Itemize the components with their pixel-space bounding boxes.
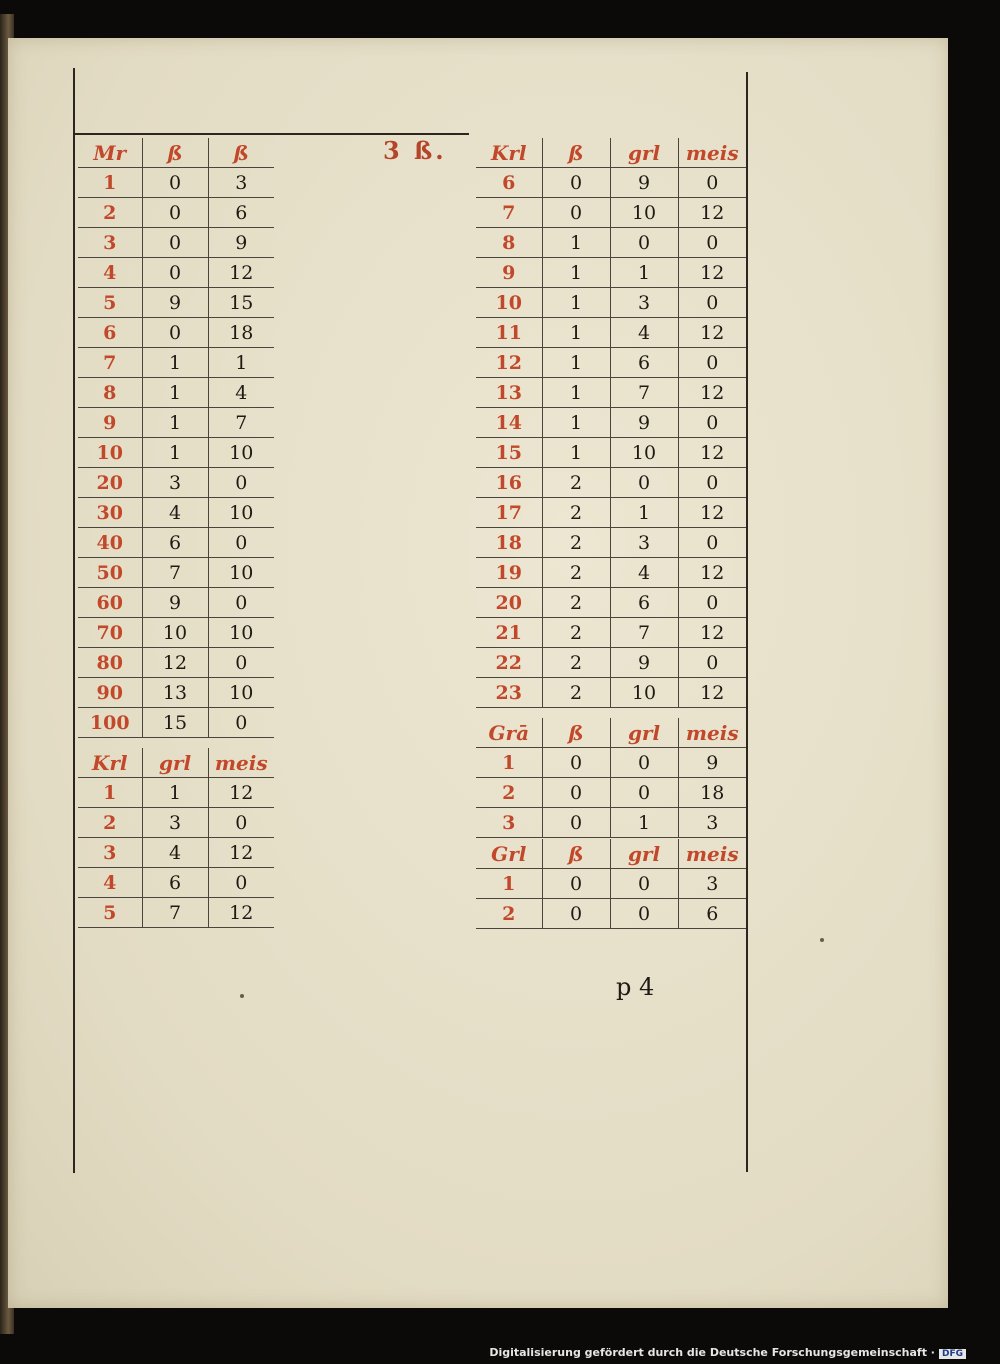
table-cell: 1 [610,498,678,528]
table-cell: 18 [678,778,746,808]
table-cell: 3 [476,808,542,838]
table-cell: 1 [476,869,542,899]
column-header: meis [678,839,746,869]
table-row [78,708,274,738]
table-cell: 0 [208,808,274,838]
table-cell: 60 [78,588,142,618]
table-cell: 10 [208,678,274,708]
table-cell: 0 [678,588,746,618]
table-cell: 0 [542,899,610,929]
table-cell: 9 [610,408,678,438]
table-cell: 0 [142,228,208,258]
column-header: Mr [78,138,142,168]
header-rule [75,133,469,135]
table-cell: 0 [542,808,610,838]
table-row [476,558,746,588]
column-header: ß [542,839,610,869]
table-cell: 9 [142,288,208,318]
table-row [78,558,274,588]
table-cell: 12 [208,778,274,808]
table-cell: 1 [78,168,142,198]
table-cell: 2 [542,498,610,528]
table-cell: 0 [610,778,678,808]
table-row [476,438,746,468]
table-cell: 9 [78,408,142,438]
table-cell: 7 [142,898,208,928]
table-cell: 10 [208,558,274,588]
table-cell: 0 [542,869,610,899]
table-cell: 12 [678,198,746,228]
table-cell: 3 [678,808,746,838]
table-cell: 1 [142,378,208,408]
table-cell: 100 [78,708,142,738]
right-ledger-table-3 [476,839,746,929]
left-ledger-table-2 [78,748,274,928]
table-cell: 20 [78,468,142,498]
column-header: grl [610,138,678,168]
table-cell: 2 [542,528,610,558]
table-cell: 3 [208,168,274,198]
table-cell: 17 [476,498,542,528]
table-cell: 1 [142,408,208,438]
table-cell: 8 [476,228,542,258]
table-cell: 21 [476,618,542,648]
table-cell: 0 [542,748,610,778]
table-cell: 1 [542,378,610,408]
table-cell: 0 [542,778,610,808]
table-header-row [476,718,746,748]
table-cell: 3 [142,808,208,838]
table-cell: 2 [78,198,142,228]
table-cell: 6 [208,198,274,228]
column-header: grl [610,718,678,748]
table-row [78,648,274,678]
table-row [78,408,274,438]
table-row [78,778,274,808]
table-cell: 1 [78,778,142,808]
table-row [78,348,274,378]
table-cell: 23 [476,678,542,708]
table-row [78,318,274,348]
table-row [78,528,274,558]
table-row [78,198,274,228]
table-row [476,228,746,258]
column-header: Grl [476,839,542,869]
table-cell: 0 [678,348,746,378]
table-cell: 0 [208,708,274,738]
table-cell: 1 [142,348,208,378]
table-cell: 1 [476,748,542,778]
table-cell: 12 [678,558,746,588]
column-header: ß [208,138,274,168]
table-cell: 0 [142,168,208,198]
table-cell: 1 [542,318,610,348]
table-cell: 3 [78,838,142,868]
table-cell: 0 [610,228,678,258]
table-cell: 4 [610,318,678,348]
table-cell: 12 [678,678,746,708]
table-cell: 70 [78,618,142,648]
table-cell: 12 [678,498,746,528]
table-cell: 3 [678,869,746,899]
table-cell: 0 [678,288,746,318]
table-row [78,868,274,898]
table-cell: 0 [678,408,746,438]
table-cell: 7 [476,198,542,228]
table-cell: 2 [542,648,610,678]
table-cell: 0 [542,168,610,198]
table-cell: 0 [142,258,208,288]
column-header: meis [208,748,274,778]
digitization-credit [489,1346,966,1359]
table-cell: 10 [610,438,678,468]
table-cell: 1 [142,778,208,808]
table-cell: 12 [678,318,746,348]
table-row [78,258,274,288]
table-cell: 10 [610,198,678,228]
table-row [476,748,746,778]
column-header: meis [678,718,746,748]
table-cell: 9 [142,588,208,618]
table-cell: 1 [208,348,274,378]
table-cell: 15 [142,708,208,738]
table-cell: 10 [208,498,274,528]
table-cell: 1 [542,258,610,288]
table-cell: 6 [678,899,746,929]
table-cell: 1 [542,348,610,378]
table-cell: 22 [476,648,542,678]
table-cell: 11 [476,318,542,348]
table-cell: 4 [208,378,274,408]
table-cell: 10 [208,618,274,648]
table-cell: 3 [142,468,208,498]
table-cell: 1 [610,808,678,838]
table-cell: 12 [678,378,746,408]
column-header: Grā [476,718,542,748]
table-row [476,648,746,678]
table-cell: 12 [208,838,274,868]
table-row [476,528,746,558]
table-row [78,168,274,198]
table-cell: 0 [208,868,274,898]
table-row [78,898,274,928]
table-cell: 7 [610,618,678,648]
table-cell: 15 [476,438,542,468]
table-cell: 7 [142,558,208,588]
table-cell: 12 [678,438,746,468]
table-cell: 3 [610,528,678,558]
table-cell: 0 [208,588,274,618]
table-cell: 2 [542,558,610,588]
table-cell: 6 [476,168,542,198]
column-header: Krl [476,138,542,168]
table-cell: 6 [610,588,678,618]
table-cell: 9 [476,258,542,288]
table-cell: 15 [208,288,274,318]
table-cell: 0 [142,318,208,348]
credit-text: Digitalisierung gefördert durch die Deutsche Forschungsgemeinschaft · [489,1346,935,1359]
table-row [78,378,274,408]
table-row [476,348,746,378]
table-cell: 19 [476,558,542,588]
table-cell: 10 [142,618,208,648]
table-cell: 9 [208,228,274,258]
table-row [476,408,746,438]
table-cell: 0 [610,899,678,929]
page-header: 3 ß. [383,136,447,165]
table-row [476,778,746,808]
table-row [476,468,746,498]
table-row [476,899,746,929]
left-margin-rule [73,68,75,1173]
table-row [78,438,274,468]
table-cell: 7 [208,408,274,438]
table-row [476,258,746,288]
table-row [78,678,274,708]
table-header-row [476,839,746,869]
catchword-signature: p 4 [616,973,655,1001]
table-cell: 1 [142,438,208,468]
table-row [476,869,746,899]
column-header: grl [142,748,208,778]
table-cell: 5 [78,898,142,928]
right-ledger-table-1 [476,138,746,708]
table-cell: 0 [678,228,746,258]
table-row [476,808,746,838]
table-cell: 10 [78,438,142,468]
table-cell: 14 [476,408,542,438]
table-cell: 80 [78,648,142,678]
table-cell: 0 [610,748,678,778]
table-cell: 16 [476,468,542,498]
table-cell: 0 [678,528,746,558]
table-cell: 4 [78,258,142,288]
table-cell: 40 [78,528,142,558]
table-cell: 2 [476,778,542,808]
table-cell: 90 [78,678,142,708]
table-cell: 6 [142,868,208,898]
table-cell: 6 [78,318,142,348]
table-row [78,228,274,258]
table-cell: 5 [78,288,142,318]
table-cell: 0 [142,198,208,228]
table-cell: 30 [78,498,142,528]
table-cell: 9 [678,748,746,778]
table-header-row [78,138,274,168]
table-cell: 12 [142,648,208,678]
table-row [78,808,274,838]
table-row [78,288,274,318]
table-cell: 10 [208,438,274,468]
table-cell: 2 [542,468,610,498]
table-cell: 0 [610,468,678,498]
table-row [476,498,746,528]
table-cell: 13 [142,678,208,708]
table-cell: 2 [476,899,542,929]
column-header: meis [678,138,746,168]
table-row [476,288,746,318]
column-header: ß [542,138,610,168]
table-cell: 9 [610,648,678,678]
table-cell: 18 [208,318,274,348]
column-header: ß [542,718,610,748]
table-row [476,198,746,228]
table-cell: 10 [476,288,542,318]
table-cell: 1 [542,228,610,258]
table-cell: 1 [542,288,610,318]
table-row [476,618,746,648]
book-page [8,38,948,1308]
table-cell: 0 [208,528,274,558]
table-cell: 0 [678,168,746,198]
table-cell: 0 [610,869,678,899]
table-cell: 0 [678,468,746,498]
table-cell: 10 [610,678,678,708]
table-row [476,378,746,408]
table-cell: 4 [610,558,678,588]
table-cell: 3 [610,288,678,318]
column-header: Krl [78,748,142,778]
table-cell: 12 [678,258,746,288]
table-cell: 2 [542,678,610,708]
table-cell: 12 [476,348,542,378]
table-cell: 2 [542,618,610,648]
table-cell: 13 [476,378,542,408]
table-header-row [476,138,746,168]
table-cell: 6 [610,348,678,378]
table-cell: 6 [142,528,208,558]
right-margin-rule [746,72,748,1172]
left-ledger-table-1 [78,138,274,738]
table-cell: 2 [78,808,142,838]
table-cell: 0 [678,648,746,678]
table-cell: 4 [142,838,208,868]
table-cell: 0 [542,198,610,228]
table-cell: 4 [78,868,142,898]
table-cell: 2 [542,588,610,618]
table-row [476,678,746,708]
page-speck [820,938,824,942]
table-row [78,468,274,498]
table-cell: 1 [610,258,678,288]
table-cell: 0 [208,648,274,678]
table-cell: 7 [78,348,142,378]
table-row [78,588,274,618]
table-row [78,498,274,528]
dfg-logo: DFG [939,1349,966,1359]
table-cell: 7 [610,378,678,408]
table-row [476,588,746,618]
table-cell: 9 [610,168,678,198]
table-header-row [78,748,274,778]
table-cell: 3 [78,228,142,258]
column-header: ß [142,138,208,168]
table-row [476,168,746,198]
table-row [476,318,746,348]
table-row [78,618,274,648]
table-cell: 1 [542,438,610,468]
table-row [78,838,274,868]
table-cell: 12 [678,618,746,648]
table-cell: 4 [142,498,208,528]
table-cell: 50 [78,558,142,588]
table-cell: 0 [208,468,274,498]
table-cell: 1 [542,408,610,438]
table-cell: 18 [476,528,542,558]
table-cell: 12 [208,898,274,928]
right-ledger-table-2 [476,718,746,838]
table-cell: 12 [208,258,274,288]
page-speck [240,994,244,998]
column-header: grl [610,839,678,869]
table-cell: 20 [476,588,542,618]
table-cell: 8 [78,378,142,408]
